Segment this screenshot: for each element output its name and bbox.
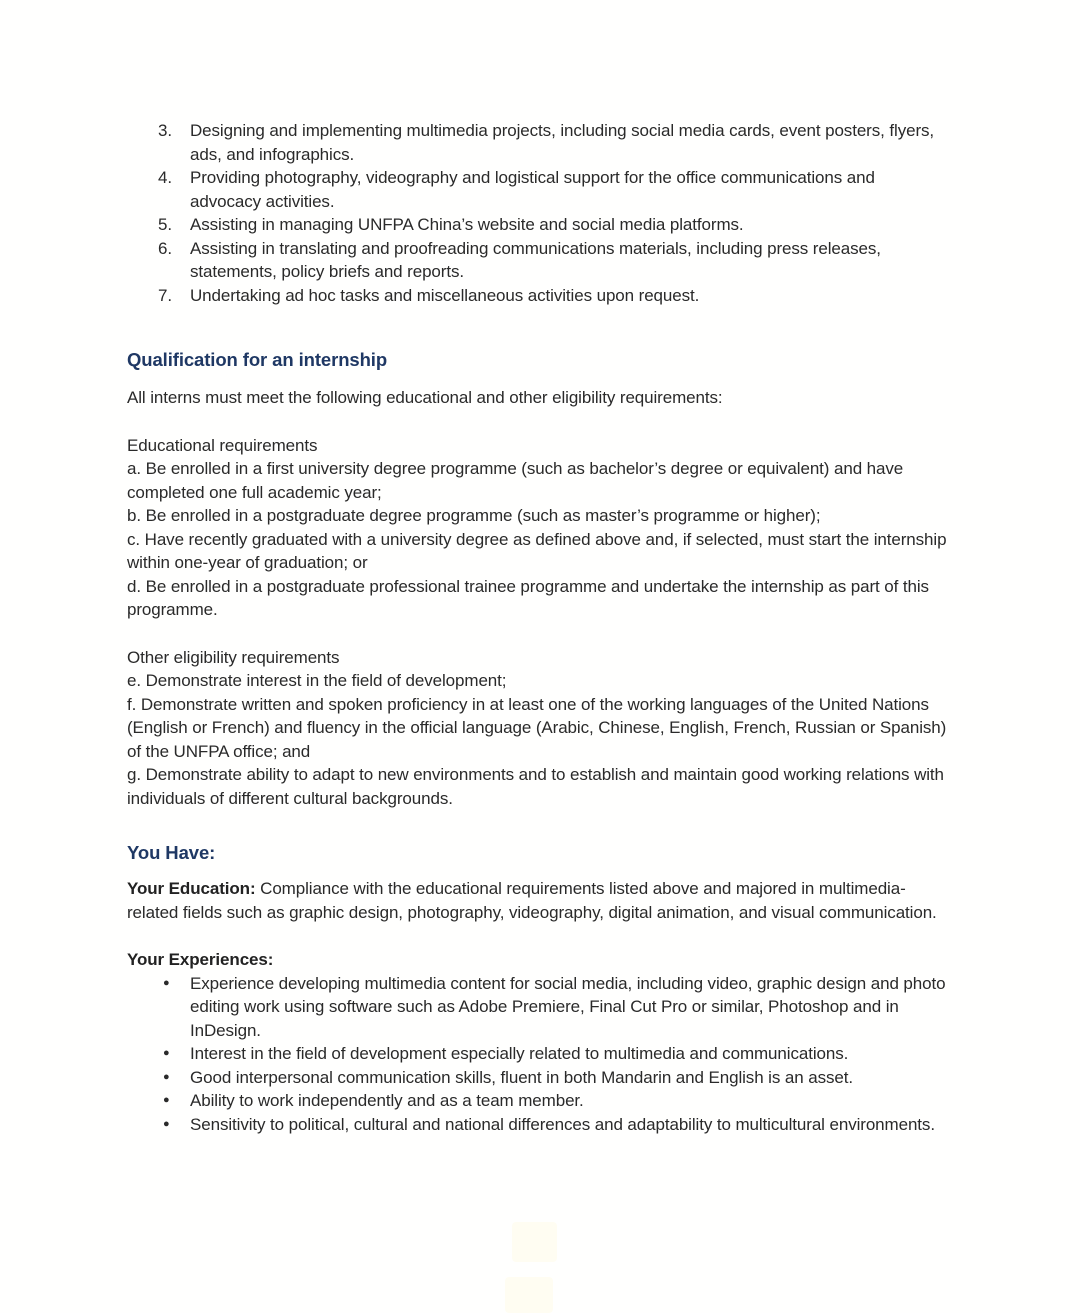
requirement-line-b: b. Be enrolled in a postgraduate degree programme (such as master’s programme or higher);: [127, 506, 821, 525]
bullet-glyph: ●: [163, 976, 170, 989]
requirement-line-d: d. Be enrolled in a postgraduate professional trainee programme and undertake the internship as part of this programme.: [127, 576, 929, 619]
watermark-artifact: [505, 1277, 553, 1313]
requirement-line-f: f. Demonstrate written and spoken proficiency in at least one of the working languages of the United Nations (English or French) and fluency in the official language (Arabic, Chinese, English, French, Russian or Spanish) of the UNFPA office; and: [127, 694, 947, 761]
list-item-text: Assisting in managing UNFPA China’s website and social media platforms.: [190, 215, 744, 234]
list-item-number: 3.: [158, 121, 172, 140]
list-item-text: Providing photography, videography and logistical support for the office communications and advocacy activities.: [190, 168, 875, 211]
bullet-item-text: Sensitivity to political, cultural and national differences and adaptability to multicultural environments.: [190, 1114, 935, 1134]
requirement-line-g: g. Demonstrate ability to adapt to new environments and to establish and maintain good working relations with individuals of different cultural backgrounds.: [127, 765, 944, 808]
duties-list: [127, 119, 949, 307]
bullet-glyph: ●: [163, 1094, 170, 1106]
bullet-list-item: [127, 1066, 949, 1090]
document-content: [127, 119, 949, 1136]
other-eligibility-requirements: [127, 646, 949, 811]
list-item-text: Designing and implementing multimedia projects, including social media cards, event posters, flyers, ads, and infographics.: [190, 121, 935, 164]
watermark-artifact: [512, 1222, 557, 1262]
other-requirements-title: Other eligibility requirements: [127, 647, 340, 667]
bullet-item-text: Good interpersonal communication skills, fluent in both Mandarin and English is an asset.: [190, 1067, 853, 1087]
bullet-list-item: [127, 1042, 949, 1066]
list-item-text: Undertaking ad hoc tasks and miscellaneous activities upon request.: [190, 285, 700, 305]
list-item-text: Assisting in translating and proofreading communications materials, including press releases, statements, policy briefs and reports.: [190, 238, 881, 281]
list-item: [127, 237, 949, 284]
your-education-paragraph: [127, 877, 949, 924]
bullet-list-item: [127, 1089, 949, 1113]
bullet-glyph: ●: [163, 1070, 170, 1083]
bullet-glyph: ●: [163, 1117, 170, 1130]
requirement-line-c: c. Have recently graduated with a university degree as defined above and, if selected, must start the internship within one-year of graduation; or: [127, 529, 947, 572]
experiences-bullet-list: [127, 972, 949, 1137]
you-have-heading: You Have:: [127, 842, 216, 863]
requirement-line-a: a. Be enrolled in a first university degree programme (such as bachelor’s degree or equivalent) and have completed one full academic year;: [127, 459, 904, 502]
your-experiences-section: [127, 948, 949, 1136]
bullet-glyph: ●: [163, 1047, 170, 1059]
qualification-intro: All interns must meet the following educational and other eligibility requirements:: [127, 388, 723, 407]
list-item-number: 7.: [158, 285, 172, 305]
your-education-label: Your Education:: [127, 879, 256, 898]
list-item-number: 5.: [158, 215, 172, 234]
requirement-line-e: e. Demonstrate interest in the field of development;: [127, 671, 507, 690]
list-item: [127, 284, 949, 308]
bullet-item-text: Interest in the field of development especially related to multimedia and communications.: [190, 1044, 849, 1063]
bullet-list-item: [127, 972, 949, 1043]
bullet-list-item: [127, 1113, 949, 1137]
educational-requirements-title: Educational requirements: [127, 435, 318, 455]
qualification-heading: Qualification for an internship: [127, 349, 388, 370]
list-item-number: 4.: [158, 168, 172, 187]
educational-requirements: [127, 434, 949, 622]
list-item: [127, 119, 949, 166]
bullet-item-text: Ability to work independently and as a team member.: [190, 1091, 584, 1110]
your-experiences-label: Your Experiences:: [127, 950, 274, 969]
list-item-number: 6.: [158, 238, 172, 258]
list-item: [127, 213, 949, 237]
bullet-item-text: Experience developing multimedia content for social media, including video, graphic design and photo editing work using software such as Adobe Premiere, Final Cut Pro or similar, Photoshop and in InDesign.: [190, 973, 946, 1040]
list-item: [127, 166, 949, 213]
your-education-text: Compliance with the educational requirements listed above and majored in multimedia-related fields such as graphic design, photography, videography, digital animation, and visual communication.: [127, 879, 937, 922]
